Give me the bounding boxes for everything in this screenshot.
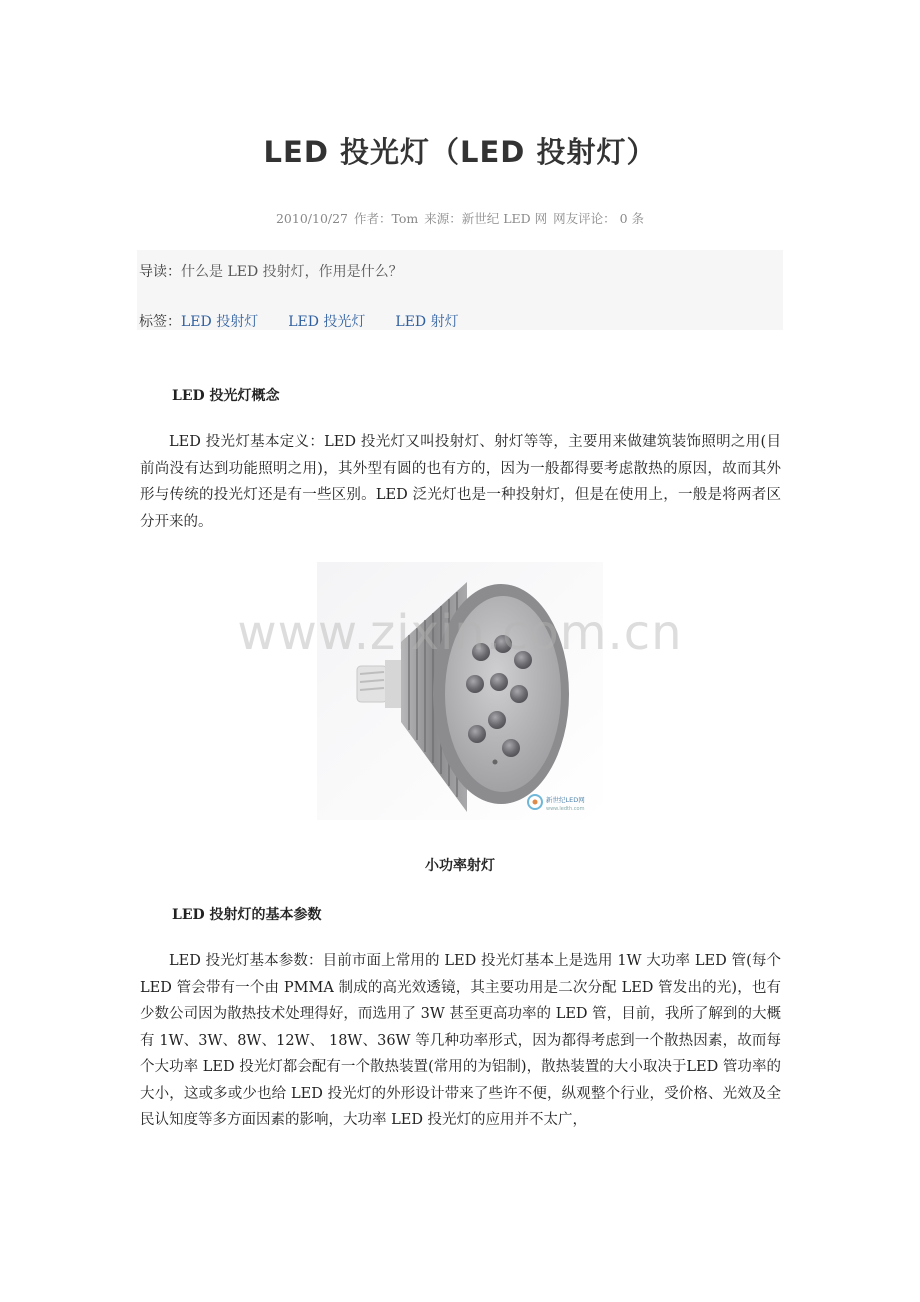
- image-caption: 小功率射灯: [425, 858, 495, 874]
- tag-link[interactable]: LED 投射灯: [181, 314, 259, 330]
- section-heading-concept: LED 投光灯概念: [172, 388, 280, 404]
- author: 作者：Tom: [354, 211, 419, 226]
- paragraph-definition: LED 投光灯基本定义：LED 投光灯又叫投射灯、射灯等等，主要用来做建筑装饰照明之用(目前尚没有达到功能照明之用)，其外型有圆的也有方的，因为一般都得要考虑散热的原因，故而其外形与传统的投光灯还是有一些区别。LED 泛光灯也是一种投射灯，但是在使用上，一般是将两者区分开来的。: [140, 434, 781, 530]
- tags-row: [139, 311, 489, 331]
- section-heading-parameters: LED 投射灯的基本参数: [172, 907, 322, 923]
- source: 来源：新世纪 LED 网: [424, 211, 548, 226]
- article-meta: [0, 209, 920, 227]
- product-photo: [317, 562, 603, 820]
- paragraph-parameters: LED 投光灯基本参数：目前市面上常用的 LED 投光灯基本上是选用 1W 大功率 LED 管(每个 LED 管会带有一个由 PMMA 制成的高光效透镜，其主要功用是二次分配 LED 管发出的光)，也有少数公司因为散热技术处理得好，而选用了 3W 甚至更高功率的 LED 管，目前，我所了解到的大概有 1W、3W、8W、12W、 18W、36W 等几种功率形式，因为都得考虑到一个散热因素，故而每个大功率 LED 投光灯都会配有一个散热装置(常用的为铝制)，散热装置的大小取决于LED 管功率的大小，这或多或少也给 LED 投光灯的外形设计带来了些许不便，纵观整个行业，受价格、光效及全民认知度等多方面因素的影响，大功率 LED 投光灯的应用并不太广，: [140, 953, 781, 1128]
- tag-link[interactable]: LED 投光灯: [288, 314, 366, 330]
- intro-label: 导读：: [139, 264, 181, 280]
- publish-date: 2010/10/27: [275, 211, 349, 226]
- tag-link[interactable]: LED 射灯: [395, 314, 459, 330]
- logo-name: 新世纪LED网: [546, 796, 585, 804]
- article-title: LED 投光灯（LED 投射灯）: [263, 135, 657, 169]
- tags-label: 标签：: [139, 314, 181, 330]
- logo-url: www.ledth.com: [546, 806, 585, 812]
- led-spotlight-illustration: [317, 562, 603, 820]
- intro-text: 什么是 LED 投射灯，作用是什么？: [181, 264, 403, 280]
- watermark-text: www.zixin.com.cn: [237, 605, 683, 661]
- intro-row: [139, 261, 403, 281]
- comment-count: 网友评论： 0 条: [553, 211, 645, 226]
- summary-box: [137, 250, 783, 330]
